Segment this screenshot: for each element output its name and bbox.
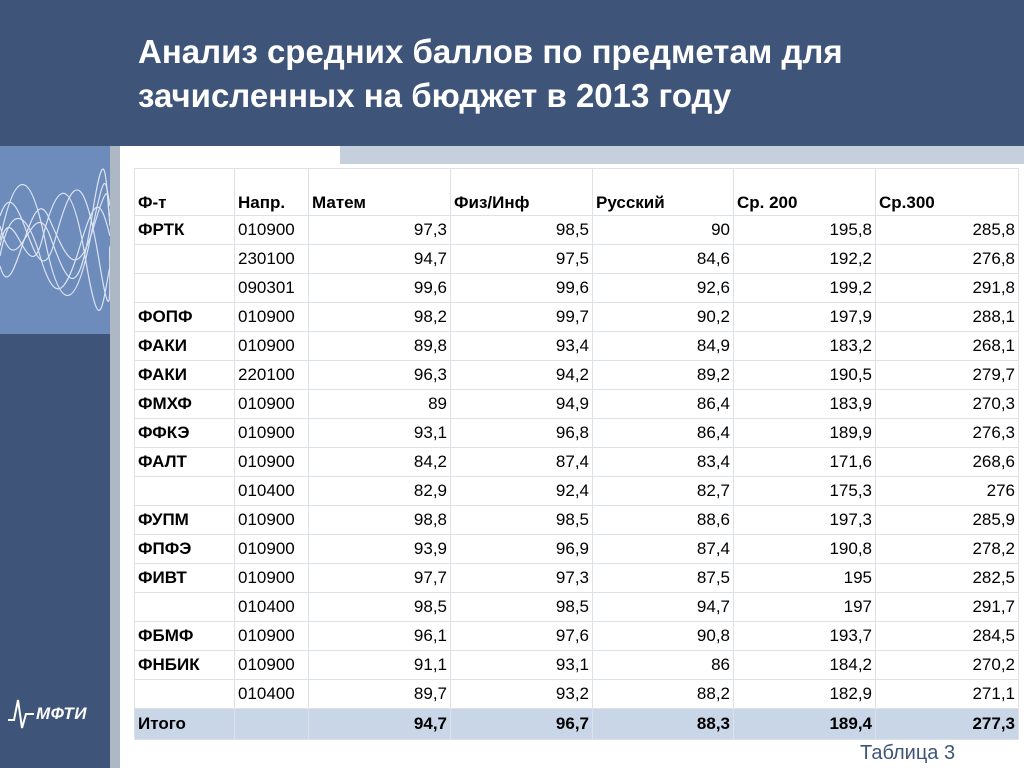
direction-code-cell: 010900 [235, 303, 309, 332]
score-cell: 183,2 [734, 332, 876, 361]
score-cell: 195,8 [734, 216, 876, 245]
score-cell: 94,7 [593, 593, 734, 622]
faculty-cell: ФМХФ [135, 390, 235, 419]
score-cell: 84,2 [309, 448, 451, 477]
direction-code-cell: 010400 [235, 477, 309, 506]
score-cell: 278,2 [876, 535, 1019, 564]
column-header: Напр. [235, 169, 309, 216]
score-cell: 93,9 [309, 535, 451, 564]
score-cell: 195 [734, 564, 876, 593]
score-cell: 184,2 [734, 651, 876, 680]
direction-code-cell: 230100 [235, 245, 309, 274]
direction-code-cell: 010900 [235, 332, 309, 361]
direction-code-cell: 010400 [235, 593, 309, 622]
total-cell: 189,4 [734, 709, 876, 740]
score-cell: 94,7 [309, 245, 451, 274]
column-header: Ср. 200 [734, 169, 876, 216]
table-row [135, 477, 1019, 506]
table-row [135, 506, 1019, 535]
score-cell: 86 [593, 651, 734, 680]
score-cell: 270,3 [876, 390, 1019, 419]
score-cell: 285,8 [876, 216, 1019, 245]
mfti-logo [6, 694, 110, 734]
score-cell: 284,5 [876, 622, 1019, 651]
score-cell: 189,9 [734, 419, 876, 448]
direction-code-cell: 010900 [235, 419, 309, 448]
score-cell: 98,5 [451, 506, 593, 535]
scores-table [134, 168, 1019, 740]
score-cell: 197,3 [734, 506, 876, 535]
total-cell: 88,3 [593, 709, 734, 740]
score-cell: 86,4 [593, 390, 734, 419]
score-cell: 268,6 [876, 448, 1019, 477]
score-cell: 84,6 [593, 245, 734, 274]
table-caption: Таблица 3 [860, 742, 956, 764]
score-cell: 99,6 [451, 274, 593, 303]
top-strip [340, 146, 1024, 164]
score-cell: 93,1 [451, 651, 593, 680]
faculty-cell: ФРТК [135, 216, 235, 245]
score-cell: 98,2 [309, 303, 451, 332]
faculty-cell: ФПФЭ [135, 535, 235, 564]
score-cell: 182,9 [734, 680, 876, 709]
direction-code-cell: 010900 [235, 535, 309, 564]
score-cell: 171,6 [734, 448, 876, 477]
column-header: Физ/Инф [451, 169, 593, 216]
direction-code-cell: 090301 [235, 274, 309, 303]
table-row [135, 622, 1019, 651]
score-cell: 90,2 [593, 303, 734, 332]
column-header: Ср.300 [876, 169, 1019, 216]
table-row [135, 303, 1019, 332]
column-header: Ф-т [135, 169, 235, 216]
direction-code-cell: 010900 [235, 448, 309, 477]
score-cell: 92,4 [451, 477, 593, 506]
faculty-cell [135, 477, 235, 506]
table-total-row [135, 709, 1019, 740]
score-cell: 93,2 [451, 680, 593, 709]
score-cell: 276,8 [876, 245, 1019, 274]
side-strip [110, 146, 120, 768]
total-cell: 94,7 [309, 709, 451, 740]
score-cell: 96,3 [309, 361, 451, 390]
direction-code-cell: 010900 [235, 506, 309, 535]
score-cell: 94,2 [451, 361, 593, 390]
total-label-cell: Итого [135, 709, 235, 740]
score-cell: 276 [876, 477, 1019, 506]
score-cell: 268,1 [876, 332, 1019, 361]
page-title: Анализ средних баллов по предметам для зачисленных на бюджет в 2013 году [138, 33, 843, 114]
score-cell: 97,6 [451, 622, 593, 651]
direction-code-cell: 010900 [235, 651, 309, 680]
faculty-cell [135, 680, 235, 709]
faculty-cell: ФНБИК [135, 651, 235, 680]
table-row [135, 564, 1019, 593]
score-cell: 199,2 [734, 274, 876, 303]
direction-code-cell: 010900 [235, 564, 309, 593]
score-cell: 98,5 [309, 593, 451, 622]
table-row [135, 361, 1019, 390]
score-cell: 83,4 [593, 448, 734, 477]
table-row [135, 274, 1019, 303]
score-cell: 87,4 [451, 448, 593, 477]
score-cell: 197,9 [734, 303, 876, 332]
total-cell [235, 709, 309, 740]
faculty-cell: ФОПФ [135, 303, 235, 332]
direction-code-cell: 010900 [235, 390, 309, 419]
score-cell: 285,9 [876, 506, 1019, 535]
score-cell: 98,5 [451, 593, 593, 622]
score-cell: 175,3 [734, 477, 876, 506]
direction-code-cell: 010900 [235, 622, 309, 651]
faculty-cell: ФАКИ [135, 332, 235, 361]
logo-wave-icon [6, 694, 36, 734]
score-cell: 89 [309, 390, 451, 419]
score-cell: 99,6 [309, 274, 451, 303]
score-cell: 190,5 [734, 361, 876, 390]
score-cell: 97,3 [309, 216, 451, 245]
score-cell: 90 [593, 216, 734, 245]
score-cell: 197 [734, 593, 876, 622]
score-cell: 82,9 [309, 477, 451, 506]
faculty-cell [135, 245, 235, 274]
table-row [135, 535, 1019, 564]
table-row [135, 448, 1019, 477]
total-cell: 277,3 [876, 709, 1019, 740]
score-cell: 99,7 [451, 303, 593, 332]
score-cell: 93,1 [309, 419, 451, 448]
score-cell: 91,1 [309, 651, 451, 680]
score-cell: 86,4 [593, 419, 734, 448]
score-cell: 89,2 [593, 361, 734, 390]
score-cell: 96,1 [309, 622, 451, 651]
score-cell: 192,2 [734, 245, 876, 274]
score-cell: 89,7 [309, 680, 451, 709]
score-cell: 271,1 [876, 680, 1019, 709]
score-cell: 97,3 [451, 564, 593, 593]
table-row [135, 593, 1019, 622]
score-cell: 93,4 [451, 332, 593, 361]
wave-decoration [0, 146, 110, 334]
score-cell: 97,5 [451, 245, 593, 274]
score-cell: 84,9 [593, 332, 734, 361]
score-cell: 276,3 [876, 419, 1019, 448]
score-cell: 87,5 [593, 564, 734, 593]
column-header: Русский [593, 169, 734, 216]
score-cell: 88,2 [593, 680, 734, 709]
table-row [135, 332, 1019, 361]
faculty-cell [135, 274, 235, 303]
table-row [135, 390, 1019, 419]
table-header-row [135, 169, 1019, 216]
direction-code-cell: 010900 [235, 216, 309, 245]
table-row [135, 216, 1019, 245]
faculty-cell: ФАЛТ [135, 448, 235, 477]
score-cell: 291,8 [876, 274, 1019, 303]
score-cell: 82,7 [593, 477, 734, 506]
logo-text: МФТИ [36, 704, 87, 723]
score-cell: 97,7 [309, 564, 451, 593]
direction-code-cell: 010400 [235, 680, 309, 709]
score-cell: 279,7 [876, 361, 1019, 390]
score-cell: 96,8 [451, 419, 593, 448]
table-row [135, 419, 1019, 448]
score-cell: 87,4 [593, 535, 734, 564]
score-cell: 291,7 [876, 593, 1019, 622]
faculty-cell: ФБМФ [135, 622, 235, 651]
direction-code-cell: 220100 [235, 361, 309, 390]
score-cell: 190,8 [734, 535, 876, 564]
score-cell: 193,7 [734, 622, 876, 651]
total-cell: 96,7 [451, 709, 593, 740]
column-header: Матем [309, 169, 451, 216]
score-cell: 88,6 [593, 506, 734, 535]
score-cell: 98,5 [451, 216, 593, 245]
table-row [135, 651, 1019, 680]
score-cell: 183,9 [734, 390, 876, 419]
score-cell: 270,2 [876, 651, 1019, 680]
score-cell: 92,6 [593, 274, 734, 303]
score-cell: 89,8 [309, 332, 451, 361]
wave-graphic [0, 146, 110, 334]
score-cell: 98,8 [309, 506, 451, 535]
table-row [135, 245, 1019, 274]
score-cell: 90,8 [593, 622, 734, 651]
score-cell: 282,5 [876, 564, 1019, 593]
faculty-cell: ФУПМ [135, 506, 235, 535]
faculty-cell [135, 593, 235, 622]
score-cell: 96,9 [451, 535, 593, 564]
faculty-cell: ФАКИ [135, 361, 235, 390]
score-cell: 94,9 [451, 390, 593, 419]
table-row [135, 680, 1019, 709]
faculty-cell: ФФКЭ [135, 419, 235, 448]
score-cell: 288,1 [876, 303, 1019, 332]
faculty-cell: ФИВТ [135, 564, 235, 593]
